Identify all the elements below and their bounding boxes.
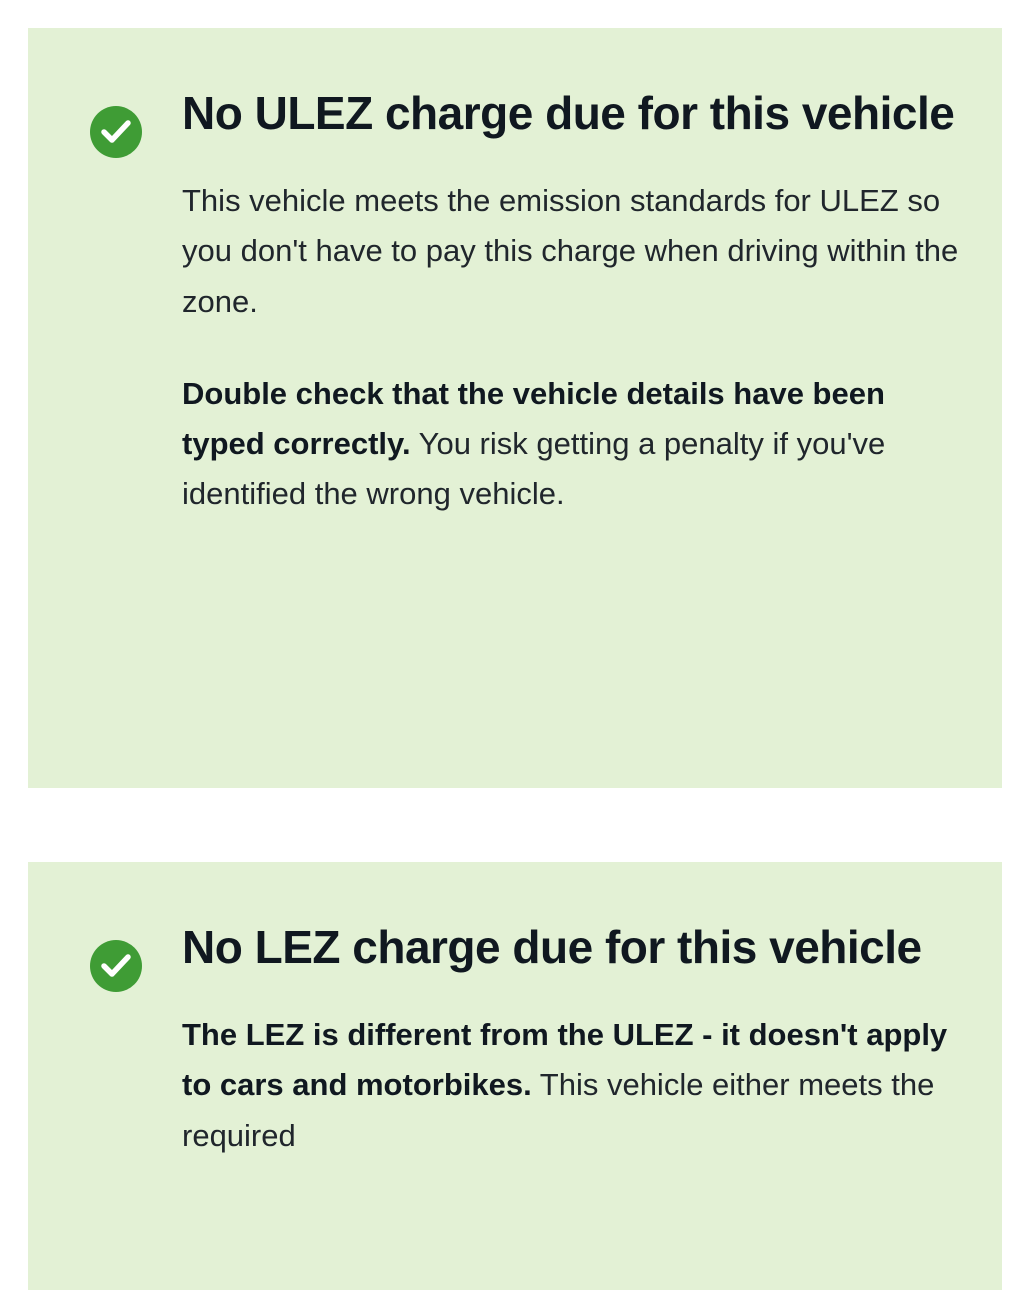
ulez-panel-paragraph-1: This vehicle meets the emission standards for ULEZ so you don't have to pay this charge when driving within the zone. <box>182 183 959 319</box>
ulez-status-panel <box>28 28 1002 788</box>
ulez-panel-title: No ULEZ charge due for this vehicle <box>182 87 955 139</box>
ulez-panel-body <box>150 86 972 520</box>
lez-panel-paragraph-1 <box>182 1010 972 1161</box>
lez-paragraph-1-rest: This vehicle either meets the required <box>182 1067 935 1153</box>
check-circle-icon <box>90 106 142 158</box>
ulez-paragraph-2-bold: Double check that the vehicle details have been typed correctly. <box>182 375 885 462</box>
ulez-panel-paragraph-2 <box>182 369 972 520</box>
check-circle-icon <box>90 940 142 992</box>
lez-status-icon-wrap <box>90 920 150 992</box>
lez-status-panel <box>28 862 1002 1290</box>
ulez-paragraph-2-rest: You risk getting a penalty if you've identified the wrong vehicle. <box>182 426 886 512</box>
lez-panel-body <box>150 920 972 1161</box>
lez-paragraph-1-bold: The LEZ is different from the ULEZ - it doesn't apply to cars and motorbikes. <box>182 1017 948 1103</box>
ulez-status-icon-wrap <box>90 86 150 158</box>
lez-panel-title: No LEZ charge due for this vehicle <box>182 921 922 973</box>
